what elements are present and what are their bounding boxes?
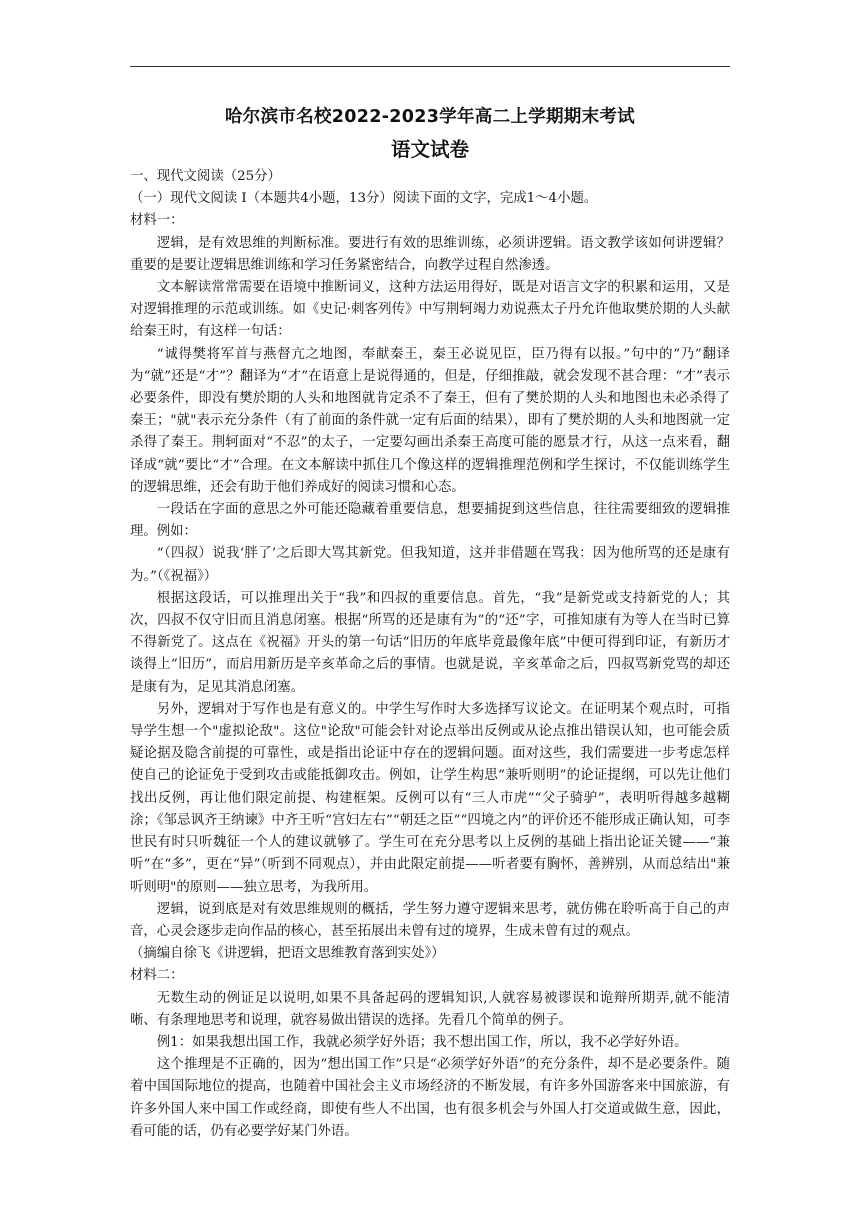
paragraph: 另外，逻辑对于写作也是有意义的。中学生写作时大多选择写议论文。在证明某个观点时，可指导学生想一个"虚拟论敌"。这位"论敌"可能会针对论点举出反例或从论点推出错误认知，也可能会质疑论据及隐含前提的可靠性，或是指出论证中存在的逻辑问题。面对这些，我们需要进一步考虑怎样使自己的论证免于受到攻击或能抵御攻击。例如，让学生构思“兼听则明”的论证提纲，可以先让他们找出反例，再让他们限定前提、构建框架。反例可以有“三人市虎”“父子骑驴”，表明听得越多越糊涂；《邹忌讽齐王纳谏》中齐王听“宫妇左右”“朝廷之臣”“四境之内”的评价还不能形成正确认知，可李世民有时只听魏征一个人的建议就够了。学生可在充分思考以上反例的基础上指出论证关键——“兼听”在“多”，更在“异”（听到不同观点），并由此限定前提——听者要有胸怀，善辨别，从而总结出"兼听则明"的原则——独立思考，为我所用。	[130, 701, 730, 895]
paragraph: 这个推理是不正确的，因为“想出国工作”只是“必须学好外语”的充分条件，却不是必要条件。随着中国国际地位的提高，也随着中国社会主义市场经济的不断发展，有许多外国游客来中国旅游，有许多外国人来中国工作或经商，即使有些人不出国，也有很多机会与外国人打交道或做生意，因此，看可能的话，仍有必要学好某门外语。	[130, 1057, 730, 1139]
exam-subtitle: 语文试卷	[390, 138, 469, 161]
paragraph: 例1：如果我想出国工作，我就必须学好外语；我不想出国工作，所以，我不必学好外语。	[156, 1034, 688, 1050]
header-rule	[130, 66, 730, 67]
paragraph: 无数生动的例证足以说明,如果不具备起码的逻辑知识,人就容易被谬误和诡辩所期弄,就不能清晰、有条理地思考和说理，就容易做出错误的选择。先看几个简单的例子。	[130, 990, 730, 1028]
material-one-label: 材料一：	[130, 213, 184, 229]
paragraph: 一段话在字面的意思之外可能还隐藏着重要信息，想要捕捉到这些信息，往往需要细致的逻辑推理。例如：	[130, 502, 730, 540]
part-instruction: （一）现代文阅读 Ⅰ（本题共4小题，13分）阅读下面的文字，完成1～4小题。	[130, 191, 598, 207]
material-two-label: 材料二：	[130, 968, 184, 984]
exam-content	[130, 102, 730, 1143]
paragraph: “诚得樊将军首与燕督亢之地图，奉献秦王，秦王必说见臣，臣乃得有以报。”句中的“乃”翻译为“就”还是“才”？翻译为“才”在语意上是说得通的，但是，仔细推敲，就会发现不甚合理：“才”表示必要条件，即没有樊於期的人头和地图就肯定杀不了秦王，但有了樊於期的人头和地图也未必杀得了秦王；"就"表示充分条件（有了前面的条件就一定有后面的结果），即有了樊於期的人头和地图就一定杀得了秦王。荆轲面对“不忍”的太子，一定要勾画出杀秦王高度可能的愿景才行，从这一点来看，翻译成“就”要比“才”合理。在文本解读中抓住几个像这样的逻辑推理范例和学生探讨，不仅能训练学生的逻辑思维，还会有助于他们养成好的阅读习惯和心态。	[130, 346, 730, 495]
paragraph: 逻辑，是有效思维的判断标准。要进行有效的思维训练，必须讲逻辑。语文教学该如何讲逻辑？重要的是要让逻辑思维训练和学习任务紧密结合，向教学过程自然渗透。	[130, 235, 730, 273]
paragraph: 根据这段话，可以推理出关于“我”和四叔的重要信息。首先，“我”是新党或支持新党的人；其次，四叔不仅守旧而且消息闭塞。根据“所骂的还是康有为”的“还”字，可推知康有为等人在当时已算不得新党了。这点在《祝福》开头的第一句话“旧历的年底毕竟最像年底”中便可得到印证，有新历才谈得上“旧历”，而启用新历是辛亥革命之后的事情。也就是说，辛亥革命之后，四叔骂新党骂的却还是康有为，足见其消息闭塞。	[130, 590, 730, 695]
paragraph: 文本解读常常需要在语境中推断词义，这种方法运用得好，既是对语言文字的积累和运用，又是对逻辑推理的示范或训练。如《史记·刺客列传》中写荆轲竭力劝说燕太子丹允许他取樊於期的人头献给秦王时，有这样一句话：	[130, 280, 730, 340]
exam-title: 哈尔滨市名校2022-2023学年高二上学期期末考试	[225, 107, 635, 127]
section-heading: 一、现代文阅读（25分）	[130, 169, 281, 184]
source-citation: （摘编自徐飞《讲逻辑，把语文思维教育落到实处》）	[130, 946, 445, 962]
paragraph: 逻辑，说到底是对有效思维规则的概括，学生努力遵守逻辑来思考，就仿佛在聆听高于自己的声音，心灵会逐步走向作品的核心，甚至拓展出未曾有过的境界，生成未曾有过的观点。	[130, 901, 730, 939]
quote-paragraph: “（四叔）说我‘胖了’之后即大骂其新党。但我知道，这并非借题在骂我：因为他所骂的还是康有为。”（《祝福》）	[130, 546, 730, 584]
